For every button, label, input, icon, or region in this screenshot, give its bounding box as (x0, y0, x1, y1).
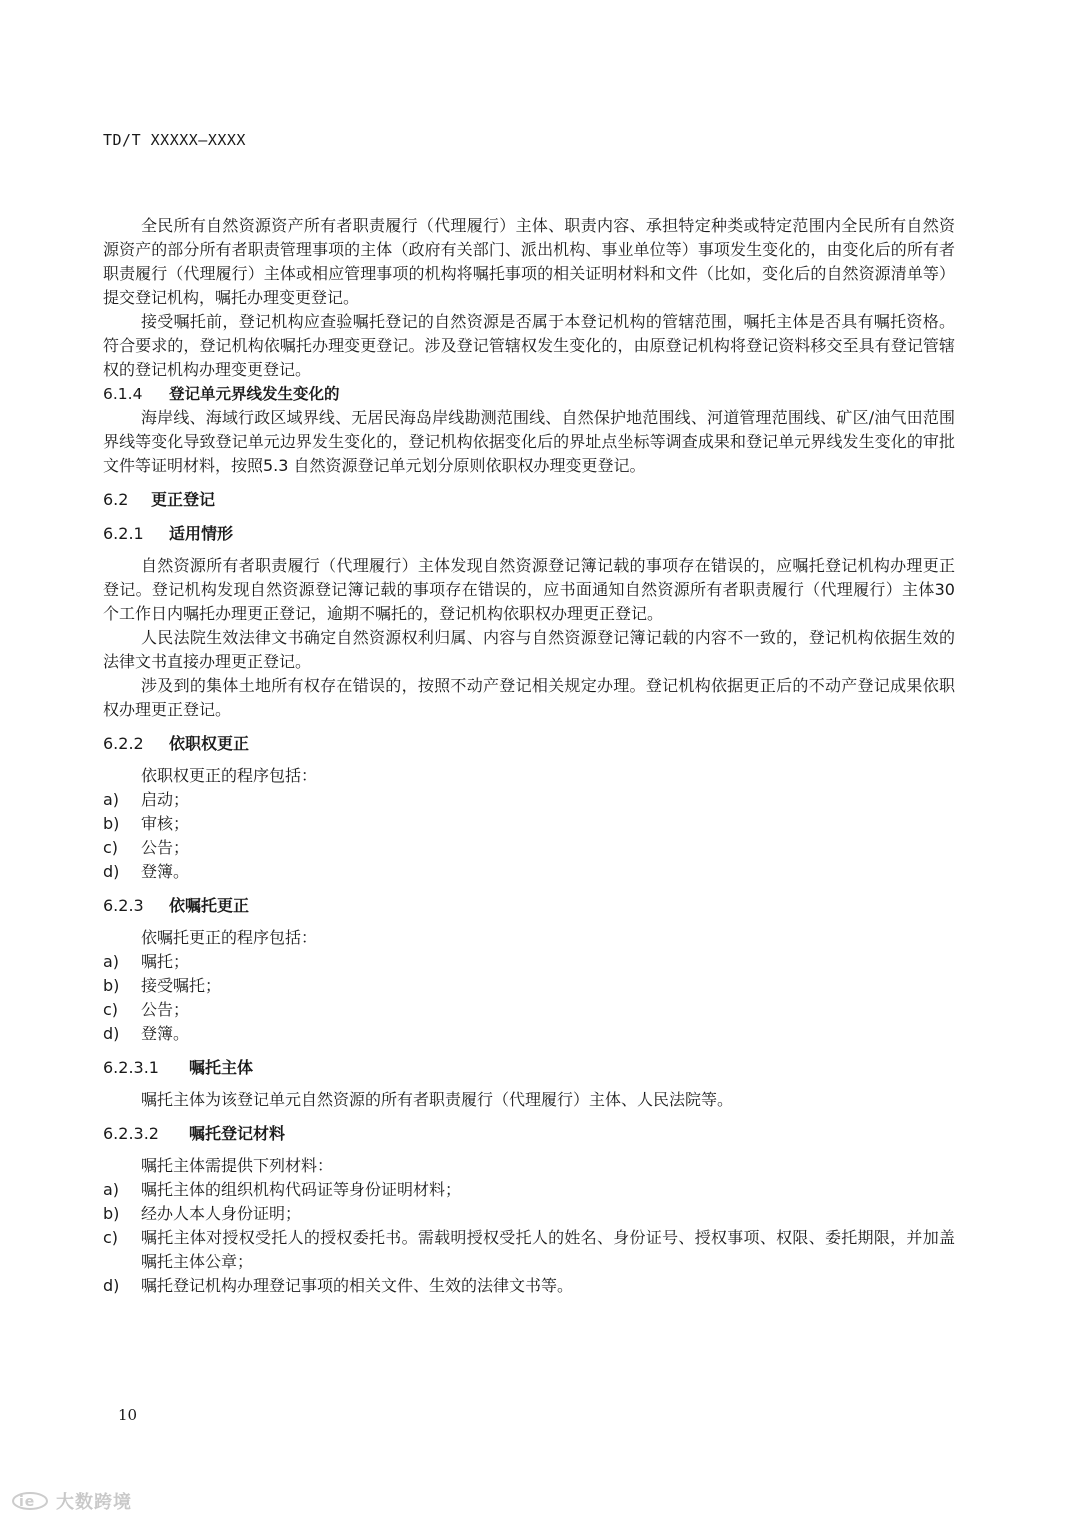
watermark (10, 1488, 132, 1514)
list-item: b) 审核； (103, 814, 190, 833)
svg-text:ie: ie (19, 1494, 36, 1510)
section-title: 嘱托登记材料 (189, 1124, 286, 1143)
section-heading-6-1-4 (103, 382, 955, 406)
list-item: c) 公告； (103, 1000, 190, 1019)
section-heading-6-2-3 (103, 894, 955, 918)
document-code: TD/T XXXXX—XXXX (103, 131, 246, 149)
section-title: 嘱托主体 (189, 1058, 254, 1077)
paragraph: 人民法院生效法律文书确定自然资源权利归属、内容与自然资源登记簿记载的内容不一致的，登记机构依据生效的法律文书直接办理更正登记。 (103, 628, 955, 671)
section-title: 依嘱托更正 (169, 896, 250, 915)
list-item: c) 嘱托主体对授权受托人的授权委托书。需载明授权受托人的姓名、身份证号、授权事项、权限、委托期限，并加盖嘱托主体公章； (103, 1228, 955, 1271)
paragraph: 全民所有自然资源资产所有者职责履行（代理履行）主体、职责内容、承担特定种类或特定范围内全民所有自然资源资产的部分所有者职责管理事项的主体（政府有关部门、派出机构、事业单位等）事项发生变化的，由变化后的所有者职责履行（代理履行）主体或相应管理事项的机构将嘱托事项的相关证明材料和文件（比如，变化后的自然资源清单等）提交登记机构，嘱托办理变更登记。 (103, 216, 955, 307)
section-heading-6-2-1 (103, 522, 955, 546)
page-number: 10 (118, 1406, 138, 1424)
procedure-list (103, 788, 955, 884)
section-number: 6.2 (103, 490, 129, 509)
section-heading-6-2-3-1 (103, 1056, 955, 1080)
section-title: 适用情形 (169, 524, 234, 543)
procedure-list (103, 950, 955, 1046)
list-intro: 依职权更正的程序包括： (141, 766, 318, 785)
paragraph: 自然资源所有者职责履行（代理履行）主体发现自然资源登记簿记载的事项存在错误的，应嘱托登记机构办理更正登记。登记机构发现自然资源登记簿记载的事项存在错误的，应书面通知自然资源所有者职责履行（代理履行）主体30个工作日内嘱托办理更正登记，逾期不嘱托的，登记机构依职权办理更正登记。 (103, 556, 955, 623)
list-item: d) 嘱托登记机构办理登记事项的相关文件、生效的法律文书等。 (103, 1276, 574, 1295)
watermark-text: 大数跨境 (56, 1492, 132, 1513)
section-heading-6-2-3-2 (103, 1122, 955, 1146)
section-number: 6.2.3.1 (103, 1058, 159, 1077)
list-item: a) 嘱托主体的组织机构代码证等身份证明材料； (103, 1180, 462, 1199)
section-heading-6-2 (103, 488, 955, 512)
section-number: 6.2.3 (103, 896, 144, 915)
list-item: b) 接受嘱托； (103, 976, 222, 995)
list-item: c) 公告； (103, 838, 190, 857)
list-item: d) 登簿。 (103, 862, 190, 881)
list-item: d) 登簿。 (103, 1024, 190, 1043)
list-intro: 嘱托主体需提供下列材料： (141, 1156, 334, 1175)
list-item: b) 经办人本人身份证明； (103, 1204, 302, 1223)
paragraph: 涉及到的集体土地所有权存在错误的，按照不动产登记相关规定办理。登记机构依据更正后的不动产登记成果依职权办理更正登记。 (103, 676, 955, 719)
section-number: 6.2.2 (103, 734, 144, 753)
section-number: 6.2.1 (103, 524, 144, 543)
paragraph: 嘱托主体为该登记单元自然资源的所有者职责履行（代理履行）主体、人民法院等。 (141, 1090, 734, 1109)
ie-logo-icon (10, 1490, 50, 1512)
list-item: a) 嘱托； (103, 952, 190, 971)
section-heading-6-2-2 (103, 732, 955, 756)
paragraph: 接受嘱托前，登记机构应查验嘱托登记的自然资源是否属于本登记机构的管辖范围，嘱托主体是否具有嘱托资格。符合要求的，登记机构依嘱托办理变更登记。涉及登记管辖权发生变化的，由原登记机构将登记资料移交至具有登记管辖权的登记机构办理变更登记。 (103, 312, 955, 379)
section-number: 6.2.3.2 (103, 1124, 159, 1143)
list-intro: 依嘱托更正的程序包括： (141, 928, 318, 947)
document-body (103, 214, 955, 1298)
materials-list (103, 1178, 955, 1298)
list-item: a) 启动； (103, 790, 190, 809)
paragraph: 海岸线、海域行政区域界线、无居民海岛岸线勘测范围线、自然保护地范围线、河道管理范围线、矿区/油气田范围界线等变化导致登记单元边界发生变化的，登记机构依据变化后的界址点坐标等调查成果和登记单元界线发生变化的审批文件等证明材料，按照5.3 自然资源登记单元划分原则依职权办理变更登记。 (103, 408, 955, 475)
section-title: 更正登记 (151, 490, 216, 509)
section-number: 6.1.4 (103, 385, 143, 403)
section-title: 依职权更正 (169, 734, 250, 753)
section-title: 登记单元界线发生变化的 (169, 385, 340, 403)
